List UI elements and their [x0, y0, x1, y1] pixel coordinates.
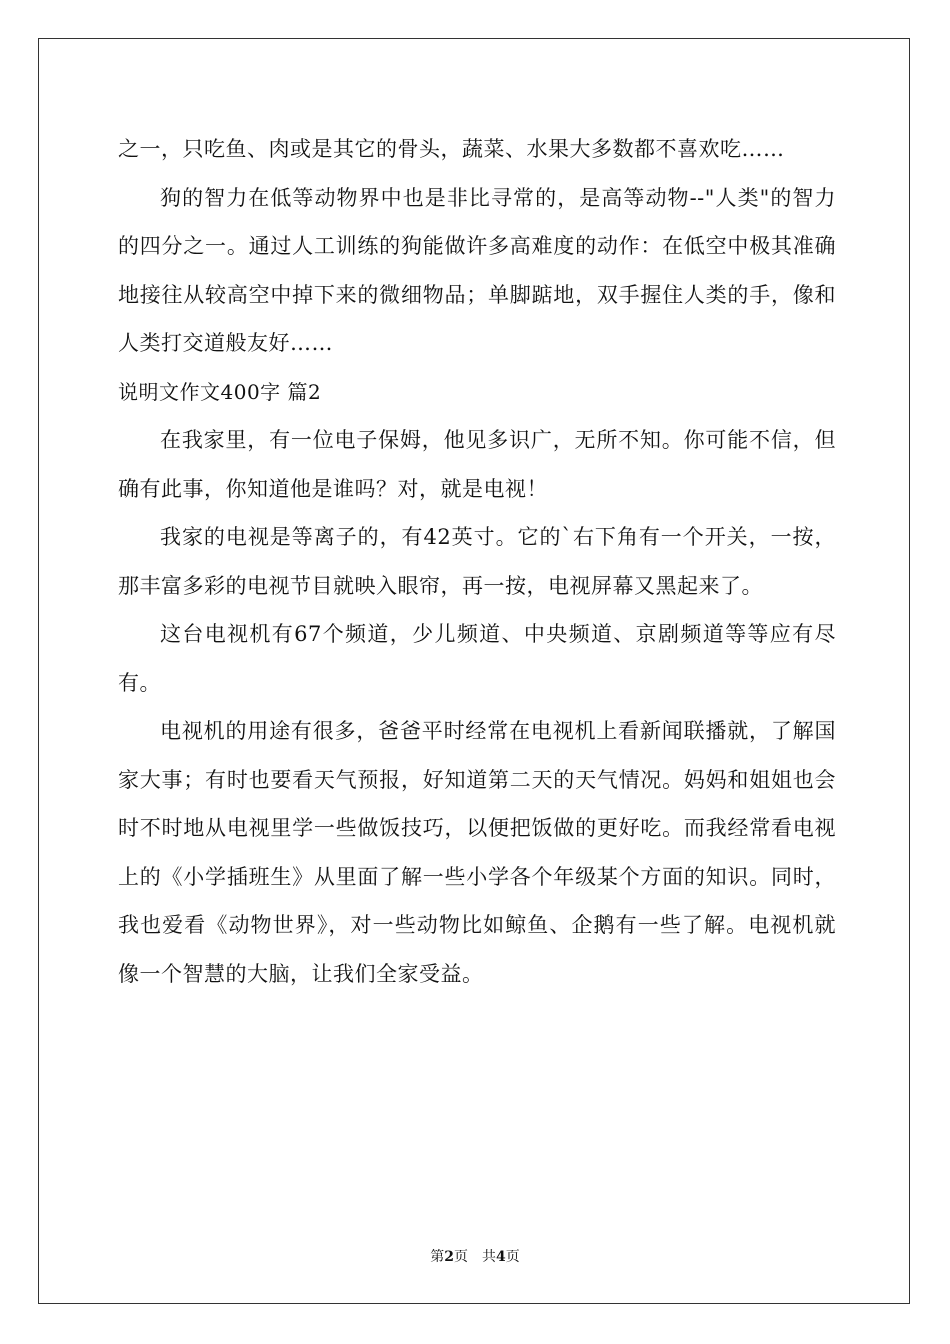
total-suffix: 页: [505, 1249, 520, 1265]
page-number: 2: [444, 1249, 454, 1265]
total-prefix: 共: [482, 1249, 496, 1265]
paragraph: 电视机的用途有很多，爸爸平时经常在电视机上看新闻联播就，了解国家大事；有时也要看天气预报，好知道第二天的天气情况。妈妈和姐姐也会时不时地从电视里学一些做饭技巧，以便把饭做的更好吃。而我经常看电视上的《小学插班生》从里面了解一些小学各个年级某个方面的知识。同时，我也爱看《动物世界》，对一些动物比如鲸鱼、企鹅有一些了解。电视机就像一个智慧的大脑，让我们全家受益。: [118, 719, 836, 986]
page-prefix: 第: [430, 1249, 445, 1265]
paragraph-continued: 之一，只吃鱼、肉或是其它的骨头，蔬菜、水果大多数都不喜欢吃……: [118, 137, 785, 161]
paragraph: 狗的智力在低等动物界中也是非比寻常的，是高等动物--"人类"的智力的四分之一。通过人工训练的狗能做许多高难度的动作：在低空中极其准确地接往从较高空中掉下来的微细物品；单脚踮地，双手握住人类的手，像和人类打交道般友好……: [118, 185, 836, 355]
paragraph: 我家的电视是等离子的，有42英寸。它的`右下角有一个开关，一按，那丰富多彩的电视节目就映入眼帘，再一按，电视屏幕又黑起来了。: [118, 525, 836, 598]
document-body: [118, 125, 836, 998]
page-footer: [0, 1246, 950, 1266]
section-heading: 说明文作文400字 篇2: [118, 379, 322, 404]
paragraph: 这台电视机有67个频道，少儿频道、中央频道、京剧频道等等应有尽有。: [118, 622, 836, 695]
page-suffix: 页: [454, 1249, 468, 1265]
paragraph: 在我家里，有一位电子保姆，他见多识广，无所不知。你可能不信，但确有此事，你知道他是谁吗？对，就是电视！: [118, 428, 836, 501]
total-pages: 4: [496, 1249, 506, 1265]
